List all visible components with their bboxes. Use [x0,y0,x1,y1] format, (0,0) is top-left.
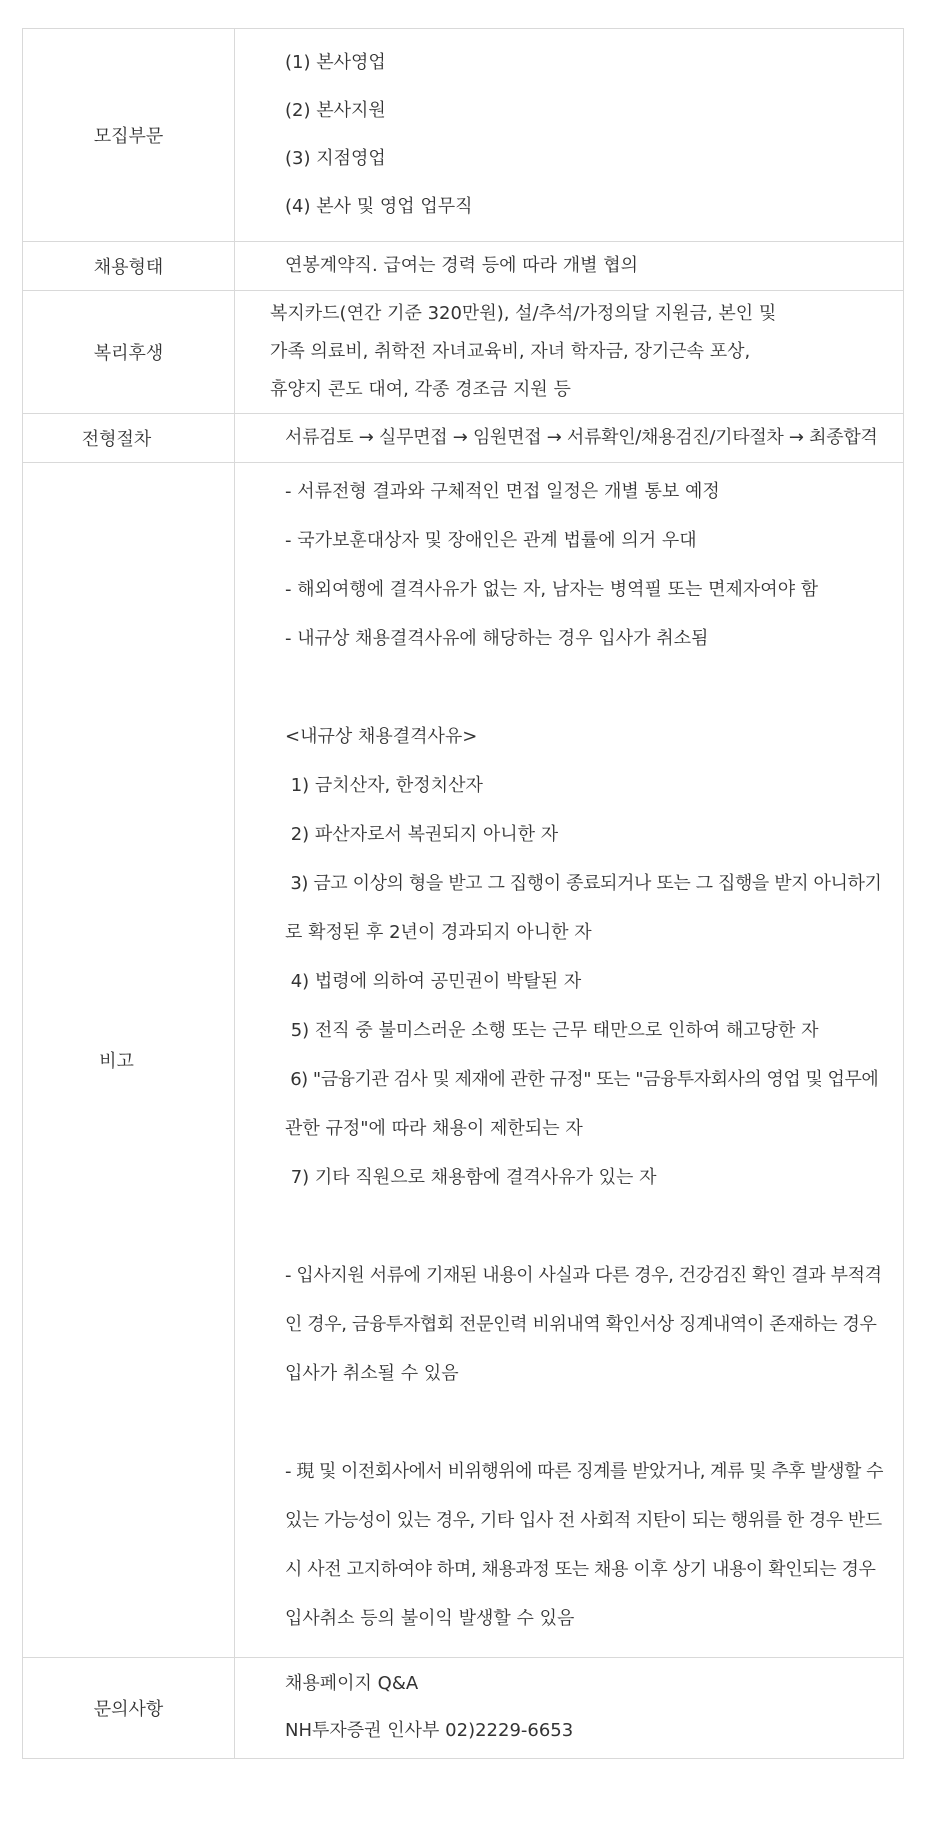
content-line: 시 사전 고지하여야 하며, 채용과정 또는 채용 이후 상기 내용이 확인되는 경우 [285,1559,876,1580]
content-line: 입사가 취소될 수 있음 [285,1363,459,1384]
row-employment-type [23,242,904,291]
content-line: - 서류전형 결과와 구체적인 면접 일정은 개별 통보 예정 [285,481,720,502]
content-line: 관한 규정"에 따라 채용이 제한되는 자 [285,1118,583,1139]
content-line: - 입사지원 서류에 기재된 내용이 사실과 다른 경우, 건강검진 확인 결과 부적격 [285,1265,882,1286]
label-cell [23,29,235,242]
label-cell [23,291,235,414]
content-line: - 現 및 이전회사에서 비위행위에 따른 징계를 받았거나, 계류 및 추후 발생할 수 [285,1461,884,1482]
content-line: 입사취소 등의 불이익 발생할 수 있음 [285,1608,575,1629]
row-label: 문의사항 [93,1699,164,1720]
content-line: 5) 전직 중 불미스러운 소행 또는 근무 태만으로 인하여 해고당한 자 [285,1020,819,1041]
row-notes [23,463,904,1658]
row-contact [23,1658,904,1759]
content-line: 7) 기타 직원으로 채용함에 결격사유가 있는 자 [285,1167,657,1188]
row-label: 복리후생 [93,343,164,364]
row-welfare [23,291,904,414]
label-cell [23,242,235,291]
label-cell [23,414,235,463]
content-line: 연봉계약직. 급여는 경력 등에 따라 개별 협의 [285,255,639,276]
row-label: 비고 [99,1051,134,1072]
content-cell [235,29,904,242]
content-line: 3) 금고 이상의 형을 받고 그 집행이 종료되거나 또는 그 집행을 받지 아니하기 [285,873,882,894]
label-cell [23,463,235,1658]
content-line: - 국가보훈대상자 및 장애인은 관계 법률에 의거 우대 [285,530,697,551]
content-cell [235,463,904,1658]
contact-phone: NH투자증권 인사부 02)2229-6653 [285,1720,574,1741]
row-label: 채용형태 [93,257,164,278]
content-line: (4) 본사 및 영업 업무직 [285,196,473,217]
content-cell [235,291,904,414]
content-line [235,1202,903,1251]
recruitment-info-table [22,28,904,1759]
content-line: 1) 금치산자, 한정치산자 [285,775,483,796]
content-line: 6) "금융기관 검사 및 제재에 관한 규정" 또는 "금융투자회사의 영업 및 업무에 [285,1069,879,1090]
row-label: 모집부문 [93,126,164,147]
row-recruit-division [23,29,904,242]
content-line: (1) 본사영업 [285,52,386,73]
row-label: 전형절차 [81,429,152,450]
content-line [235,663,903,712]
content-line: 휴양지 콘도 대여, 각종 경조금 지원 등 [270,379,571,400]
label-cell [23,1658,235,1759]
content-line: 인 경우, 금융투자협회 전문인력 비위내역 확인서상 징계내역이 존재하는 경우 [285,1314,877,1335]
content-cell [235,242,904,291]
content-line: 복지카드(연간 기준 320만원), 설/추석/가정의달 지원금, 본인 및 [270,303,777,324]
content-line: 가족 의료비, 취학전 자녀교육비, 자녀 학자금, 장기근속 포상, [270,341,751,362]
content-line: 4) 법령에 의하여 공민권이 박탈된 자 [285,971,582,992]
content-cell [235,1658,904,1759]
content-line [235,1398,903,1447]
content-line: <내규상 채용결격사유> [285,726,478,747]
content-line: - 해외여행에 결격사유가 없는 자, 남자는 병역필 또는 면제자여야 함 [285,579,819,600]
row-selection-process [23,414,904,463]
content-line: 있는 가능성이 있는 경우, 기타 입사 전 사회적 지탄이 되는 행위를 한 경우 반드 [285,1510,882,1531]
content-line: 2) 파산자로서 복권되지 아니한 자 [285,824,559,845]
content-line: - 내규상 채용결격사유에 해당하는 경우 입사가 취소됨 [285,628,709,649]
content-line: (3) 지점영업 [285,148,386,169]
content-line: (2) 본사지원 [285,100,386,121]
qa-link: 채용페이지 Q&A [285,1673,419,1694]
content-cell [235,414,904,463]
content-line: 로 확정된 후 2년이 경과되지 아니한 자 [285,922,592,943]
content-line: 서류검토 → 실무면접 → 임원면접 → 서류확인/채용검진/기타절차 → 최종합격 [285,427,878,448]
